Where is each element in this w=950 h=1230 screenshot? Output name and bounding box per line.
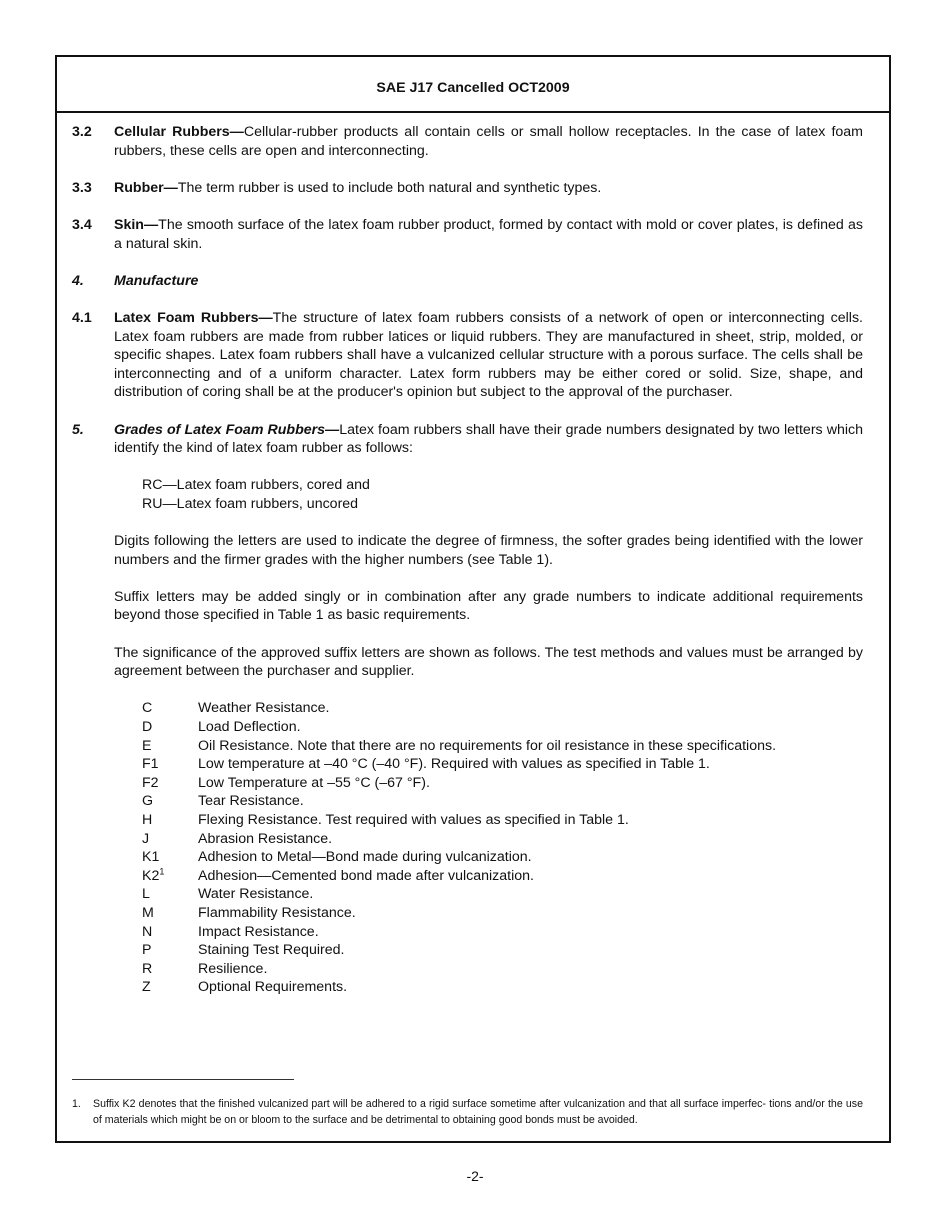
footnote-text: Suffix K2 denotes that the finished vulcanized part will be adhered to a rigid surface sometime after vulcanization and that all surface imperfec- tions and/or the use of materials which might be on or bloom to the surface and be detrimental to obtaining good bonds must be avoided. (93, 1098, 863, 1126)
suffix-row (142, 960, 863, 979)
suffix-row (142, 904, 863, 923)
section-3-4 (72, 216, 863, 253)
document-title: SAE J17 Cancelled OCT2009 (376, 80, 570, 96)
suffix-code (142, 848, 198, 867)
section-3-2 (72, 123, 863, 160)
suffix-row (142, 830, 863, 849)
section-term: Skin— (114, 216, 159, 233)
suffix-code (142, 830, 198, 849)
section-number: 5. (72, 421, 84, 438)
section-4 (72, 272, 863, 291)
suffix-list (142, 699, 863, 997)
section-number: 3.3 (72, 179, 92, 196)
suffix-description: Optional Requirements. (198, 979, 348, 996)
suffix-code (142, 923, 198, 942)
suffix-code (142, 737, 198, 756)
footnote-divider (72, 1079, 294, 1080)
section-5 (72, 421, 863, 458)
suffix-description: Oil Resistance. Note that there are no requirements for oil resistance in these specifications. (198, 737, 777, 754)
suffix-code (142, 885, 198, 904)
suffix-description: Resilience. (198, 960, 268, 977)
suffix-code (142, 867, 198, 886)
section-number: 4.1 (72, 309, 92, 326)
suffix-code-text: Z (142, 979, 151, 996)
suffix-code (142, 792, 198, 811)
suffix-row (142, 774, 863, 793)
suffix-code (142, 904, 198, 923)
suffix-description: Weather Resistance. (198, 700, 330, 717)
suffix-row (142, 718, 863, 737)
grade-item-ru: RU—Latex foam rubbers, uncored (142, 495, 359, 512)
suffix-code-text: K2 (142, 867, 160, 884)
footnote-number: 1. (72, 1098, 81, 1110)
suffix-code (142, 941, 198, 960)
suffix-code-text: N (142, 923, 153, 940)
section-term: Grades of Latex Foam Rubbers— (114, 421, 340, 438)
suffix-description: Low temperature at –40 °C (–40 °F). Required with values as specified in Table 1. (198, 756, 710, 773)
suffix-row (142, 923, 863, 942)
grade-item-rc: RC—Latex foam rubbers, cored and (142, 477, 370, 494)
suffix-code (142, 978, 198, 997)
suffix-code-text: P (142, 942, 152, 959)
section-text: The structure of latex foam rubbers consists of a network of open or interconnecting cells. Latex foam rubbers are made from rubber latices or liquid rubbers. They are manufactured in sheet, strip, molded, or specific shapes. Latex foam rubbers shall have a vulcanized cellular structure with a porous surface. The cells shall be interconnecting and of a uniform character. Latex form rubbers may be either cored or solid. Size, shape, and distribution of coring shall be at the producer's opinion but subject to the approval of the purchaser. (114, 309, 863, 401)
suffix-code-text: E (142, 737, 152, 754)
suffix-description: Tear Resistance. (198, 793, 304, 810)
section-number: 3.2 (72, 124, 92, 140)
suffix-row (142, 941, 863, 960)
suffix-row (142, 755, 863, 774)
suffix-code-text: J (142, 830, 150, 847)
section-term: Latex Foam Rubbers— (114, 309, 273, 326)
suffix-code (142, 755, 198, 774)
suffix-code (142, 718, 198, 737)
section-heading: Manufacture (114, 272, 199, 289)
suffix-code-text: K1 (142, 849, 160, 866)
suffix-row (142, 978, 863, 997)
page-frame (55, 55, 891, 1143)
suffix-row (142, 867, 863, 886)
document-body (72, 123, 863, 997)
suffix-row (142, 848, 863, 867)
footnote-reference: 1 (159, 866, 165, 877)
suffix-row (142, 699, 863, 718)
suffix-description: Load Deflection. (198, 719, 301, 735)
section-4-1 (72, 309, 863, 402)
section-text: The term rubber is used to include both natural and synthetic types. (177, 179, 602, 196)
suffix-code (142, 699, 198, 718)
paragraph-significance: The significance of the approved suffix letters are shown as follows. The test methods and values must be arranged by agreement between the purchaser and supplier. (114, 644, 863, 680)
suffix-description: Flexing Resistance. Test required with values as specified in Table 1. (198, 811, 629, 828)
suffix-code-text: M (142, 904, 154, 921)
section-text: Cellular-rubber products all contain cells or small hollow receptacles. In the case of latex foam rubbers, these cells are open and interconnecting. (114, 124, 864, 159)
suffix-description: Flammability Resistance. (198, 904, 356, 921)
paragraph-suffix: Suffix letters may be added singly or in combination after any grade numbers to indicate additional requirements beyond those specified in Table 1 as basic requirements. (114, 588, 863, 624)
paragraph-digits: Digits following the letters are used to indicate the degree of firmness, the softer grades being identified with the lower numbers and the firmer grades with the higher numbers (see Table 1). (114, 533, 863, 568)
page-number: -2- (466, 1168, 484, 1184)
section-number: 4. (72, 272, 84, 289)
suffix-description: Water Resistance. (198, 886, 314, 903)
suffix-row (142, 885, 863, 904)
suffix-row (142, 792, 863, 811)
section-term: Rubber— (114, 179, 178, 196)
footnote (72, 1096, 863, 1128)
suffix-code (142, 774, 198, 793)
suffix-code (142, 960, 198, 979)
suffix-code-text: L (142, 886, 150, 903)
suffix-description: Staining Test Required. (198, 942, 345, 959)
suffix-description: Impact Resistance. (198, 923, 319, 940)
suffix-code-text: F1 (142, 756, 159, 773)
section-5-body (114, 476, 863, 997)
suffix-code-text: R (142, 960, 153, 977)
suffix-row (142, 811, 863, 830)
suffix-code (142, 811, 198, 830)
section-number: 3.4 (72, 216, 92, 233)
suffix-code-text: G (142, 793, 154, 810)
suffix-description: Adhesion to Metal—Bond made during vulcanization. (198, 849, 532, 866)
suffix-code-text: D (142, 719, 153, 735)
section-text: Latex foam rubbers shall have their grade numbers designated by two letters which identify the kind of latex foam rubber as follows: (114, 421, 863, 457)
suffix-description: Adhesion—Cemented bond made after vulcanization. (198, 867, 534, 884)
suffix-code-text: F2 (142, 774, 159, 791)
suffix-code-text: C (142, 700, 153, 717)
grade-list (142, 476, 863, 513)
document-header (57, 57, 889, 113)
suffix-description: Low Temperature at –55 °C (–67 °F). (198, 774, 430, 791)
suffix-description: Abrasion Resistance. (198, 830, 333, 847)
section-3-3 (72, 179, 863, 198)
section-term: Cellular Rubbers— (114, 124, 244, 140)
section-text: The smooth surface of the latex foam rubber product, formed by contact with mold or cover plates, is defined as a natural skin. (114, 216, 863, 252)
suffix-row (142, 737, 863, 756)
suffix-code-text: H (142, 811, 153, 828)
